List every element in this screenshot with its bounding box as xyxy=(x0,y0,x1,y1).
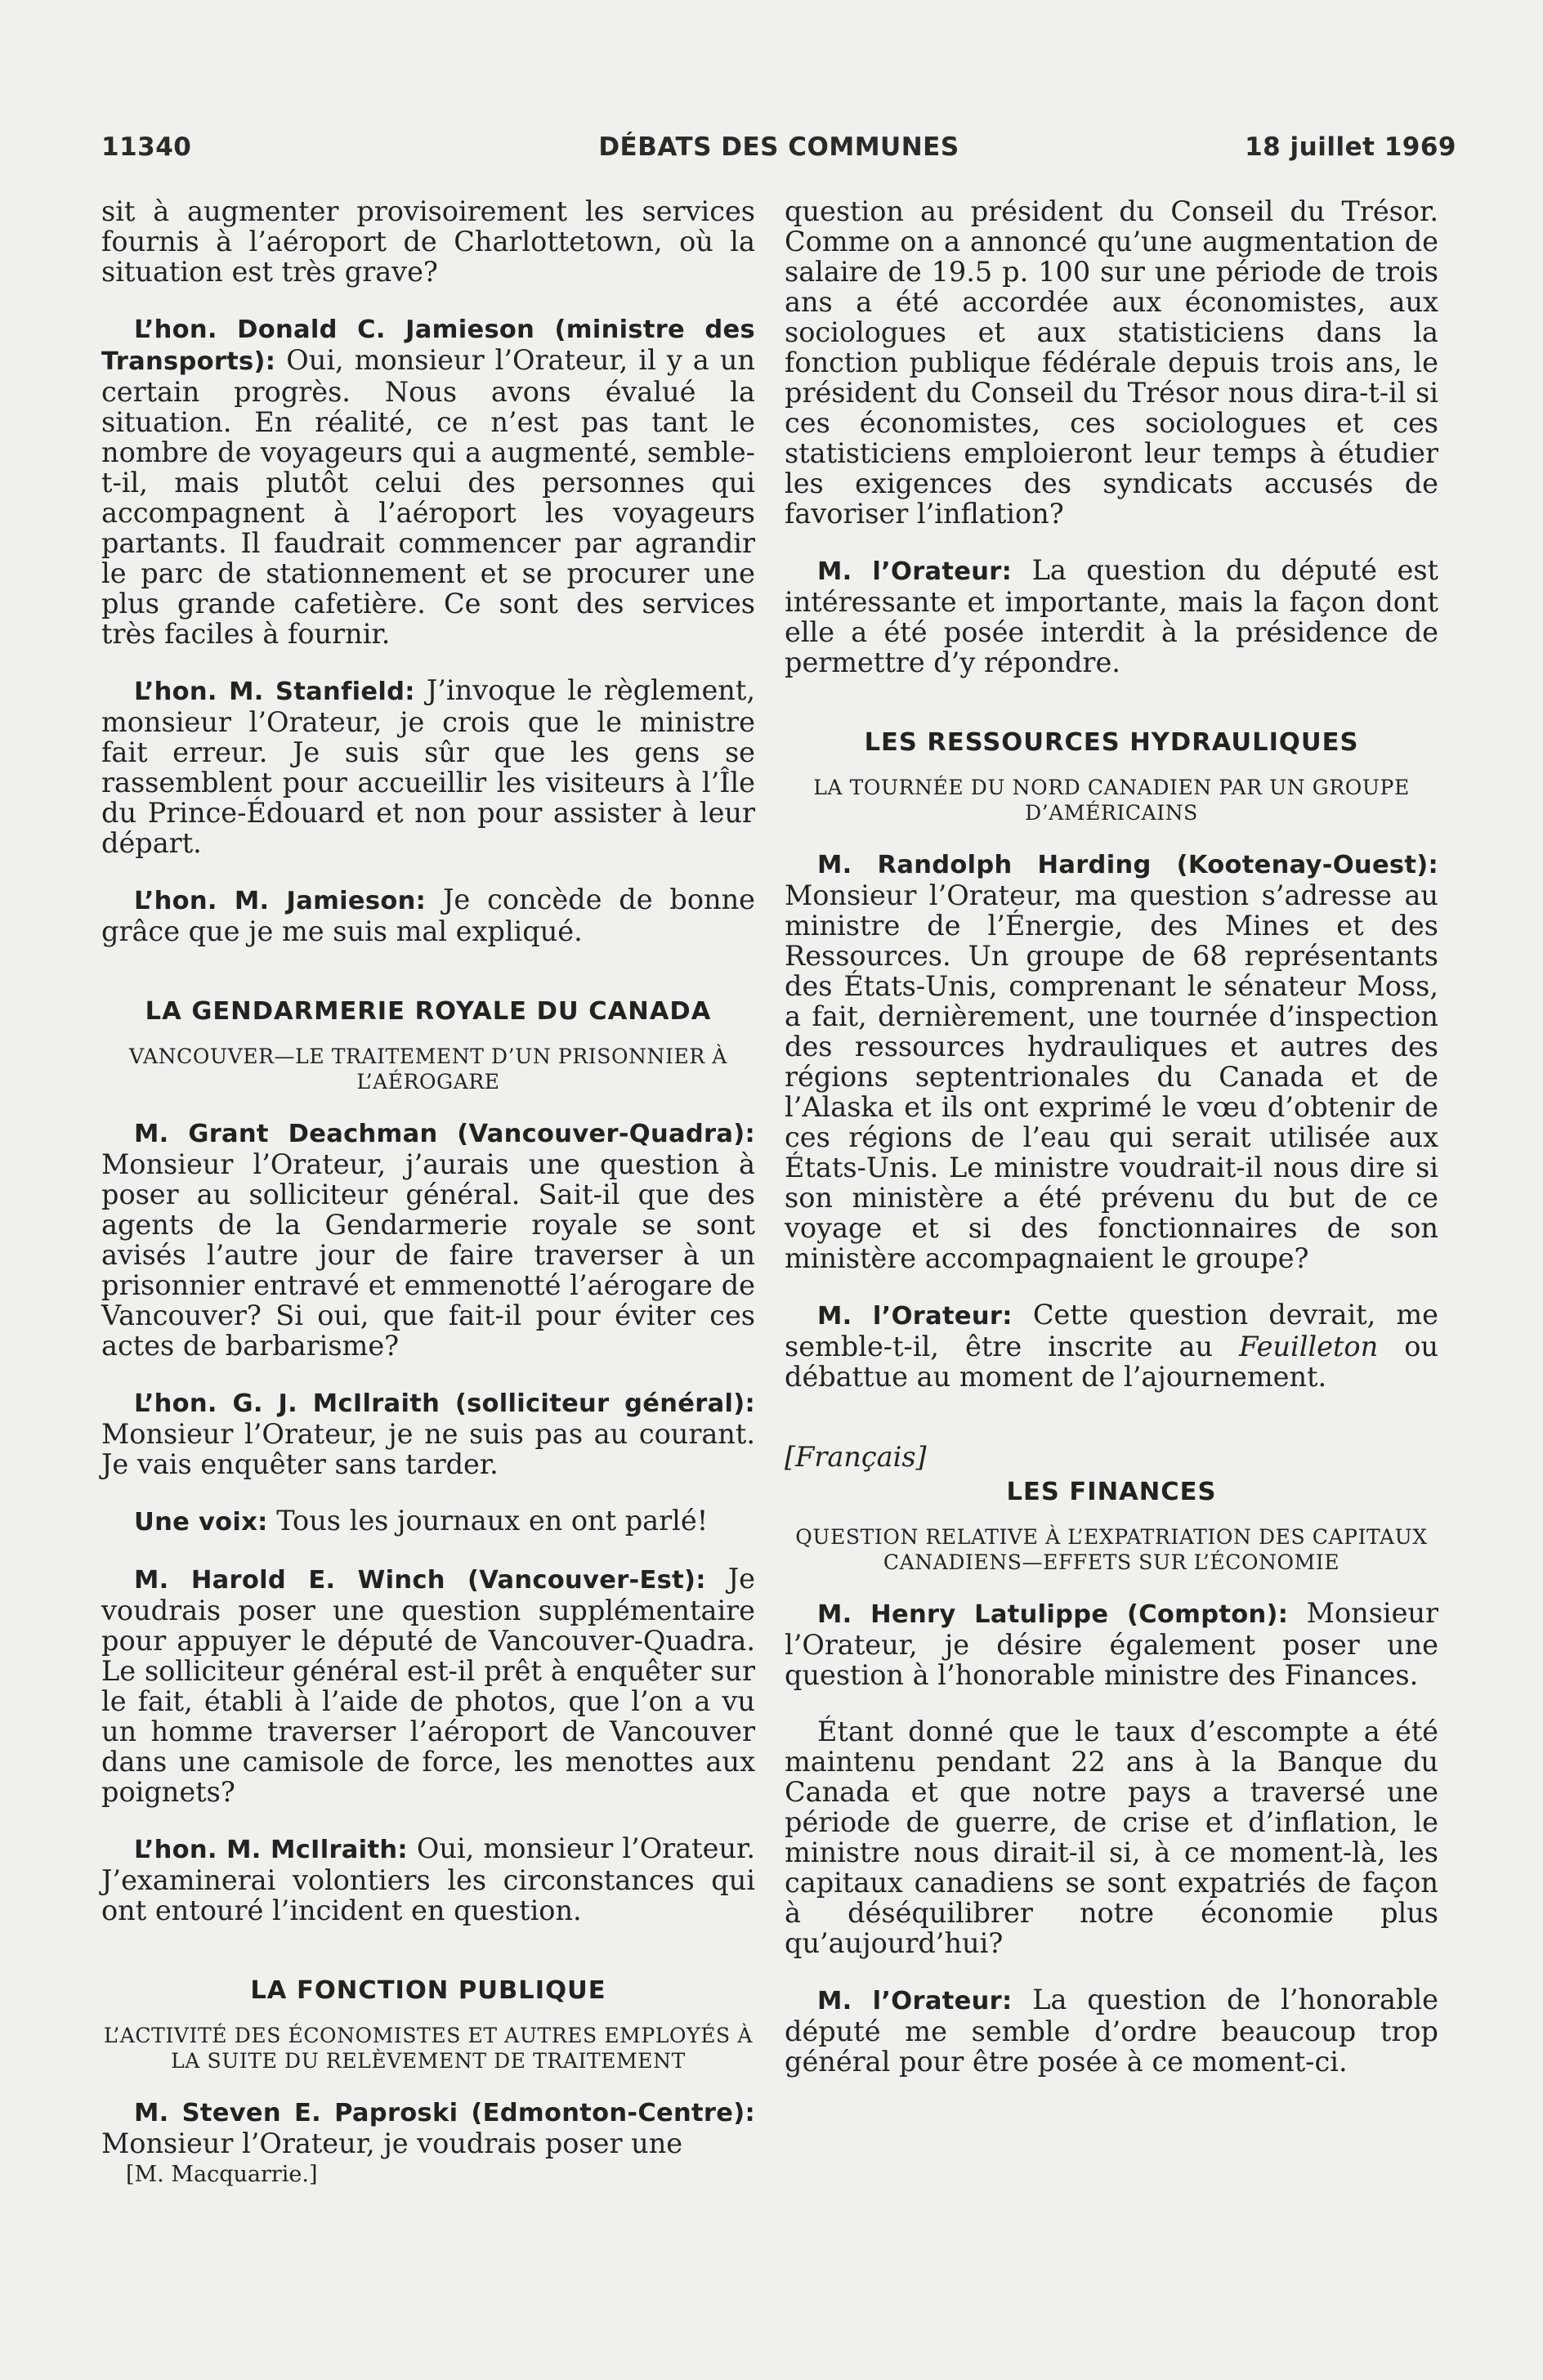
section-heading: LES FINANCES xyxy=(1006,1478,1217,1506)
section-subheading: VANCOUVER—LE TRAITEMENT D’UN PRISONNIER À L’AÉROGARE xyxy=(129,1045,727,1094)
paragraph: M. Henry Latulippe (Compton): Monsieur l’Orateur, je désire également poser une question à l’honorable ministre des Finances. xyxy=(785,1597,1439,1691)
publication-date: 18 juillet 1969 xyxy=(1245,132,1456,162)
paragraph: sit à augmenter provisoirement les services fournis à l’aéroport de Charlottetown, où la situation est très grave? xyxy=(101,195,755,288)
section-heading: LES RESSOURCES HYDRAULIQUES xyxy=(864,728,1359,757)
paragraph: M. Grant Deachman (Vancouver-Quadra): Monsieur l’Orateur, j’aurais une question à poser au solliciteur général. Sait-il que des agents de la Gendarmerie royale se sont avisés l’autre jour de faire traverser à un prisonnier entravé et emmenotté l’aérogare de Vancouver? Si oui, que fait-il pour éviter ces actes de barbarisme? xyxy=(101,1120,755,1362)
speaker: L’hon. M. McIlraith: xyxy=(134,1836,408,1864)
paragraph: L’hon. G. J. McIlraith (solliciteur général): Monsieur l’Orateur, je ne suis pas au courant. Je vais enquêter sans tarder. xyxy=(101,1389,755,1480)
speaker: M. Steven E. Paproski (Edmonton-Centre): xyxy=(134,2099,755,2127)
language-note: [Français] xyxy=(785,1441,927,1473)
speaker: M. Grant Deachman (Vancouver-Quadra): xyxy=(134,1120,755,1148)
paragraph: L’hon. M. Jamieson: Je concède de bonne grâce que je me suis mal expliqué. xyxy=(101,884,755,947)
paragraph: L’hon. M. Stanfield: J’invoque le règlement, monsieur l’Orateur, je crois que le ministre fait erreur. Je suis sûr que les gens se rassemblent pour accueillir les visiteurs à l’Île du Prince-Édouard et non pour assister à leur départ. xyxy=(101,674,755,859)
paragraph: Étant donné que le taux d’escompte a été maintenu pendant 22 ans à la Banque du Canada et que notre pays a traversé une période de guerre, de crise et d’inflation, le ministre nous dirait-il si, à ce moment-là, les capitaux canadiens se sont expatriés de façon à déséquilibrer notre économie plus qu’aujourd’hui? xyxy=(785,1716,1438,1959)
paragraph: L’hon. M. McIlraith: Oui, monsieur l’Orateur. J’examinerai volontiers les circonstances qui ont entouré l’incident en question. xyxy=(101,1832,756,1926)
italic-term: Feuilleton xyxy=(1239,1331,1379,1362)
paragraph: M. l’Orateur: La question du député est intéressante et importante, mais la façon dont elle a été posée interdit à la présidence de permettre d’y répondre. xyxy=(785,554,1438,678)
speaker: M. l’Orateur: xyxy=(817,557,1013,586)
speaker: Une voix: xyxy=(134,1508,268,1537)
speaker: M. l’Orateur: xyxy=(817,1302,1013,1331)
paragraph: M. Randolph Harding (Kootenay-Ouest): Monsieur l’Orateur, ma question s’adresse au ministre de l’Énergie, des Mines et des Ressources. Un groupe de 68 représentants des États-Unis, comprenant le sénateur Moss, a fait, dernièrement, une tournée d’inspection des ressources hydrauliques et autres des régions septentrionales du Canada et de l’Alaska et ils ont exprimé le vœu d’obtenir de ces régions de l’eau qui serait utilisée aux États-Unis. Le ministre voudrait-il nous dire si son ministère a été prévenu du but de ce voyage et si des fonctionnaires de son ministère accompagnaient le groupe? xyxy=(785,851,1438,1274)
paragraph: M. Steven E. Paproski (Edmonton-Centre): Monsieur l’Orateur, je voudrais poser une xyxy=(101,2099,755,2159)
page-number: 11340 xyxy=(101,132,192,162)
speaker: M. Harold E. Winch (Vancouver-Est): xyxy=(134,1566,706,1595)
section-subheading: QUESTION RELATIVE À L’EXPATRIATION DES CAPITAUX CANADIENS—EFFETS SUR L’ÉCONOMIE xyxy=(795,1525,1428,1574)
paragraph: L’hon. Donald C. Jamieson (ministre des Transports): Oui, monsieur l’Orateur, il y a un certain progrès. Nous avons évalué la situation. En réalité, ce n’est pas tant le nombre de voyageurs qui a augmenté, semble-t-il, mais plutôt celui des personnes qui accompagnent à l’aéroport les voyageurs partants. Il faudrait commencer par agrandir le parc de stationnement et se procurer une plus grande cafetière. Ce sont des services très faciles à fournir. xyxy=(101,315,755,650)
paragraph: M. l’Orateur: Cette question devrait, me semble-t-il, être inscrite au Feuilleton ou débattue au moment de l’ajournement. xyxy=(785,1299,1439,1393)
section-subheading: L’ACTIVITÉ DES ÉCONOMISTES ET AUTRES EMPLOYÉS À LA SUITE DU RELÈVEMENT DE TRAITEMENT xyxy=(104,2024,753,2073)
section-heading: LA FONCTION PUBLIQUE xyxy=(250,1976,606,2005)
speaker: L’hon. Donald C. Jamieson (ministre des Transports): xyxy=(101,315,755,376)
right-column xyxy=(785,196,1438,2103)
footer-note: [M. Macquarrie.] xyxy=(126,2162,318,2187)
speaker: L’hon. M. Jamieson: xyxy=(134,887,427,915)
section-heading: LA GENDARMERIE ROYALE DU CANADA xyxy=(145,997,712,1026)
left-column xyxy=(101,196,755,2187)
section-subheading: LA TOURNÉE DU NORD CANADIEN PAR UN GROUPE D’AMÉRICAINS xyxy=(813,776,1410,825)
speaker: L’hon. M. Stanfield: xyxy=(134,678,415,706)
page-header xyxy=(101,132,1456,170)
paragraph: M. Harold E. Winch (Vancouver-Est): Je voudrais poser une question supplémentaire pour appuyer le député de Vancouver-Quadra. Le solliciteur général est-il prêt à enquêter sur le fait, établi à l’aide de photos, que l’on a vu un homme traverser l’aéroport de Vancouver dans une camisole de force, les menottes aux poignets? xyxy=(101,1563,755,1808)
speaker: M. Randolph Harding (Kootenay-Ouest): xyxy=(817,851,1438,879)
publication-title: DÉBATS DES COMMUNES xyxy=(598,132,959,162)
speaker: L’hon. G. J. McIlraith (solliciteur général): xyxy=(134,1389,755,1418)
speaker: M. Henry Latulippe (Compton): xyxy=(817,1600,1289,1629)
paragraph: M. l’Orateur: La question de l’honorable député me semble d’ordre beaucoup trop général pour être posée à ce moment-ci. xyxy=(785,1984,1438,2078)
speaker: M. l’Orateur: xyxy=(817,1987,1013,2015)
paragraph: question au président du Conseil du Trésor. Comme on a annoncé qu’une augmentation de salaire de 19.5 p. 100 sur une période de trois ans a été accordée aux économistes, aux sociologues et aux statisticiens dans la fonction publique fédérale depuis trois ans, le président du Conseil du Trésor nous dira-t-il si ces économistes, ces sociologues et ces statisticiens emploieront leur temps à étudier les exigences des syndicats accusés de favoriser l’inflation? xyxy=(785,195,1438,530)
paragraph: Une voix: Tous les journaux en ont parlé! xyxy=(134,1505,709,1537)
